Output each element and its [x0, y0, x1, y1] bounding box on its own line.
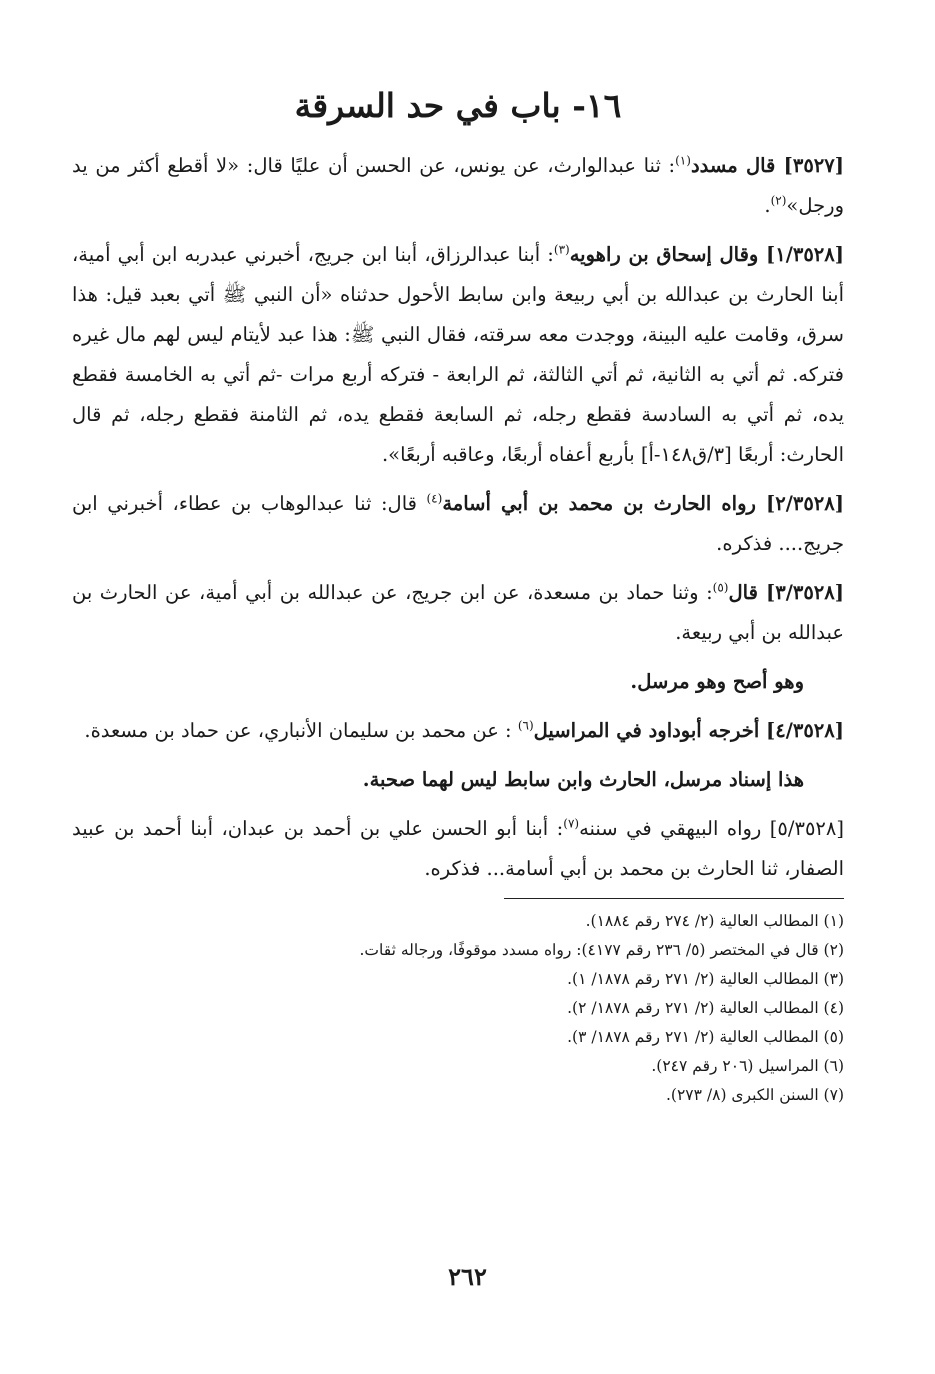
footnote-ref: (٥)	[712, 580, 729, 595]
footnote: (٣) المطالب العالية (٢/ ٢٧١ رقم ١٨٧٨/ ١).	[567, 970, 844, 988]
hadith-text: قال: ثنا عبدالوهاب بن عطاء، أخبرني ابن جريج.... فذكره.	[72, 492, 844, 555]
footnote-ref: (٤)	[426, 491, 443, 506]
footnote-ref: (٣)	[553, 242, 570, 257]
hadith-paragraph	[72, 484, 844, 564]
hadith-text: : ثنا عبدالوارث، عن يونس، عن الحسن أن عليًا قال: «لا أقطع أكثر من يد ورجل»	[72, 154, 844, 217]
hadith-text: : أبنا أبو الحسن علي بن أحمد بن عبدان، أبنا أحمد بن عبيد الصفار، ثنا الحارث بن محمد بن أبي أسامة... فذكره.	[72, 817, 844, 880]
hadith-heading: [٥/٣٥٢٨] رواه البيهقي في سننه	[579, 817, 844, 840]
hadith-heading: [٣/٣٥٢٨] قال	[728, 581, 844, 604]
footnote: (٦) المراسيل (٢٠٦ رقم ٢٤٧).	[651, 1057, 844, 1075]
footnote: (٢) قال في المختصر (٥/ ٢٣٦ رقم ٤١٧٧): رواه مسدد موقوفًا، ورجاله ثقات.	[359, 941, 844, 959]
hadith-paragraph	[72, 711, 844, 751]
hadith-paragraph	[72, 809, 844, 889]
footnote: (٧) السنن الكبرى (٨/ ٢٧٣).	[665, 1086, 844, 1104]
footnote-ref: (٢)	[770, 193, 787, 208]
hadith-text: : وثنا حماد بن مسعدة، عن ابن جريج، عن عبدالله بن أبي أمية، عن الحارث بن عبدالله بن أبي ربيعة.	[72, 581, 844, 644]
footnote-ref: (١)	[675, 153, 691, 168]
hadith-paragraph	[72, 146, 844, 226]
hadith-paragraph	[72, 573, 844, 653]
hadith-heading: [١/٣٥٢٨] وقال إسحاق بن راهويه	[569, 243, 844, 266]
footnotes-list	[72, 907, 844, 1110]
page-number: ٢٦٢	[448, 1262, 487, 1291]
footnote-divider	[504, 898, 844, 899]
hadith-paragraph	[72, 235, 844, 475]
hadith-heading: [٣٥٢٧] قال مسدد	[690, 154, 844, 177]
hadith-text: : عن محمد بن سليمان الأنباري، عن حماد بن مسعدة.	[84, 719, 518, 742]
hadith-heading: [٢/٣٥٢٨] رواه الحارث بن محمد بن أبي أسامة	[442, 492, 844, 515]
footnote: (٤) المطالب العالية (٢/ ٢٧١ رقم ١٨٧٨/ ٢).	[567, 999, 844, 1017]
editor-note: وهو أصح وهو مرسل.	[630, 670, 804, 693]
hadith-text: : أبنا عبدالرزاق، أبنا ابن جريج، أخبرني عبدربه ابن أبي أمية، أبنا الحارث بن عبدالله بن أبي ربيعة وابن سابط الأحول حدثناه «أن النبي ﷺ أتي بعبد قيل: هذا سرق، وقامت عليه البينة، ووجدت معه سرقته، فقال النبي ﷺ: هذا عبد لأيتام ليس لهم مال غيره فتركه. ثم أتي به الثانية، ثم أتي الثالثة، ثم الرابعة - فتركه أربع مرات -ثم أتي به الخامسة فقطع يده، ثم أتي به السادسة فقطع رجله، ثم السابعة فقطع يده، ثم الثامنة فقطع رجله، ثم قال الحارث: أربعًا [٣/ق١٤٨-أ] بأربع أعفاه أربعًا، وعاقبه أربعًا».	[72, 243, 844, 466]
hadith-heading: [٤/٣٥٢٨] أخرجه أبوداود في المراسيل	[533, 719, 844, 742]
chapter-title: ١٦- باب في حد السرقة	[294, 86, 622, 125]
editor-note: هذا إسناد مرسل، الحارث وابن سابط ليس لهما صحبة.	[362, 768, 804, 791]
footnote: (١) المطالب العالية (٢/ ٢٧٤ رقم ١٨٨٤).	[585, 912, 844, 930]
hadith-text-end: .	[764, 194, 771, 217]
footnote-ref: (٦)	[517, 718, 534, 733]
footnote-ref: (٧)	[563, 816, 580, 831]
footnote: (٥) المطالب العالية (٢/ ٢٧١ رقم ١٨٧٨/ ٣).	[567, 1028, 844, 1046]
page-content	[72, 80, 844, 1110]
